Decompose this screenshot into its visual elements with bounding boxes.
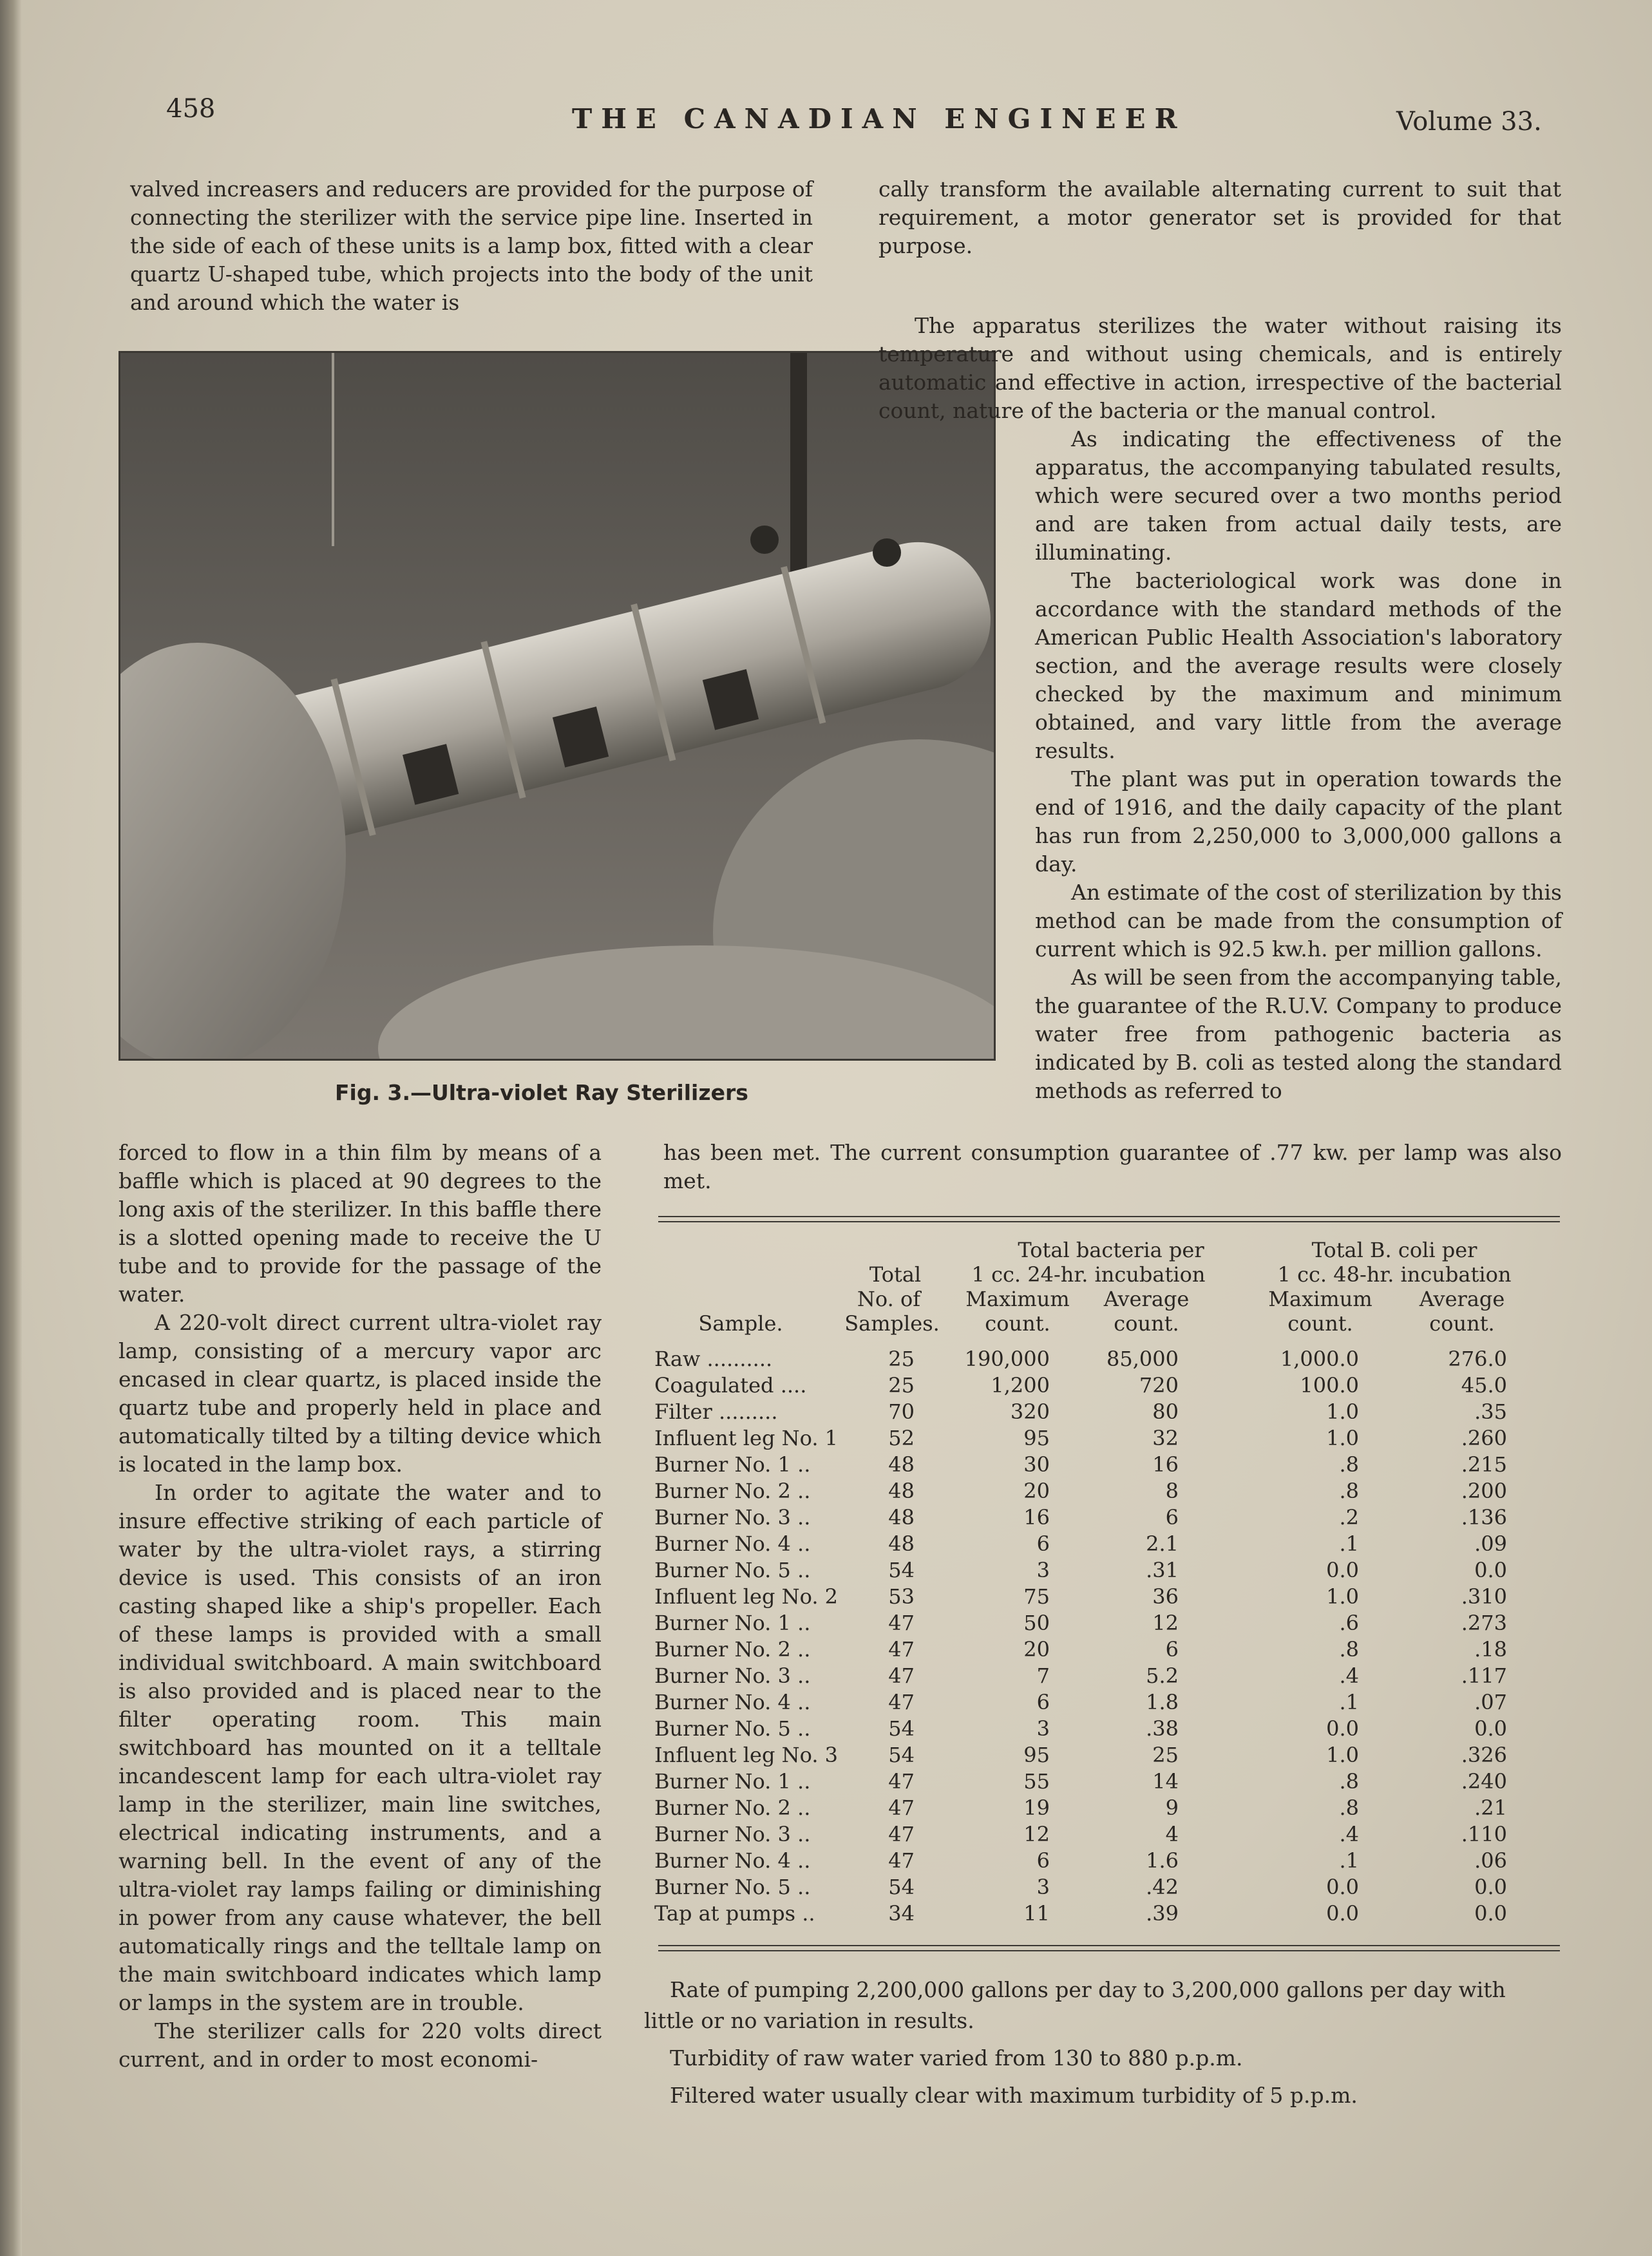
table-cell: .06 xyxy=(1474,1848,1507,1873)
table-cell: 100.0 xyxy=(1300,1373,1359,1398)
table-bottom-rule-2 xyxy=(658,1950,1560,1951)
table-row-label: Burner No. 2 .. xyxy=(654,1637,811,1662)
table-cell: .260 xyxy=(1461,1426,1507,1450)
table-cell: 190,000 xyxy=(964,1347,1050,1371)
table-cell: .42 xyxy=(1146,1875,1179,1899)
table-cell: 95 xyxy=(1023,1426,1050,1450)
table-cell: .1 xyxy=(1339,1690,1359,1714)
table-cell: 3 xyxy=(1036,1558,1050,1582)
table-row-label: Influent leg No. 1 xyxy=(654,1426,839,1450)
sterilizer-photo xyxy=(119,351,996,1061)
col-total-3: Samples. xyxy=(844,1311,940,1336)
table-cell: .21 xyxy=(1474,1796,1507,1820)
note-raw-turbidity: Turbidity of raw water varied from 130 to 880 p.p.m. xyxy=(670,2045,1243,2071)
table-cell: 0.0 xyxy=(1474,1716,1507,1741)
table-row-label: Burner No. 3 .. xyxy=(654,1505,811,1530)
col-max-2-count: count. xyxy=(1287,1311,1353,1336)
table-cell: 30 xyxy=(1023,1452,1050,1477)
table-cell: 1.0 xyxy=(1326,1743,1359,1767)
table-cell: .35 xyxy=(1474,1399,1507,1424)
table-cell: 25 xyxy=(1152,1743,1179,1767)
right-paragraph-2: As indicating the effectiveness of the apparatus, the accompanying tabulated results, which were secured over a two months period and are taken from actual daily tests, are illuminating. xyxy=(1035,426,1562,565)
page-number: 458 xyxy=(166,94,216,124)
table-cell: 70 xyxy=(888,1399,915,1424)
right-paragraph-4: The plant was put in operation towards the end of 1916, and the daily capacity of the plant has run from 2,250,000 to 3,000,000 gallons a day. xyxy=(1035,766,1562,877)
table-cell: .117 xyxy=(1461,1664,1507,1688)
table-cell: 47 xyxy=(888,1611,915,1635)
group2-header: Total B. coli per xyxy=(1311,1238,1477,1262)
table-row-label: Burner No. 1 .. xyxy=(654,1452,811,1477)
table-cell: 48 xyxy=(888,1479,915,1503)
binding-edge xyxy=(0,0,22,2256)
table-cell: 16 xyxy=(1152,1452,1179,1477)
table-cell: .6 xyxy=(1339,1611,1359,1635)
table-cell: 25 xyxy=(888,1347,915,1371)
table-cell: 3 xyxy=(1036,1875,1050,1899)
table-cell: .273 xyxy=(1461,1611,1507,1635)
col-avg-2: Average xyxy=(1419,1287,1505,1311)
table-cell: 54 xyxy=(888,1716,915,1741)
table-cell: .136 xyxy=(1461,1505,1507,1530)
table-cell: .240 xyxy=(1461,1769,1507,1794)
table-cell: 20 xyxy=(1023,1637,1050,1662)
col-avg-1-count: count. xyxy=(1114,1311,1179,1336)
left-paragraph-2: A 220-volt direct current ultra-violet ray lamp, consisting of a mercury vapor arc encased in clear quartz, is placed inside the quartz tube and properly held in place and automatically tilted by a tilting device which is located in the lamp box. xyxy=(119,1310,602,1477)
table-cell: 1.6 xyxy=(1146,1848,1179,1873)
table-cell: 1.8 xyxy=(1146,1690,1179,1714)
table-cell: 54 xyxy=(888,1558,915,1582)
volume-label: Volume 33. xyxy=(1396,107,1542,137)
table-row-label: Burner No. 5 .. xyxy=(654,1875,811,1899)
table-cell: 6 xyxy=(1165,1505,1179,1530)
table-bottom-rule xyxy=(658,1945,1560,1946)
table-row-label: Tap at pumps .. xyxy=(654,1901,815,1926)
table-cell: .8 xyxy=(1339,1796,1359,1820)
col-avg-2-count: count. xyxy=(1429,1311,1495,1336)
table-cell: 47 xyxy=(888,1637,915,1662)
table-row-label: Burner No. 3 .. xyxy=(654,1822,811,1846)
table-cell: 0.0 xyxy=(1326,1901,1359,1926)
table-cell: 6 xyxy=(1036,1848,1050,1873)
table-row-label: Influent leg No. 2 xyxy=(654,1584,839,1609)
right-paragraph-3: The bacteriological work was done in accordance with the standard methods of the American Public Health Association's laboratory section, and the average results were closely checked by the maximum and minimum obtained, and vary little from the average results. xyxy=(1035,568,1562,763)
table-row-label: Burner No. 1 .. xyxy=(654,1769,811,1794)
table-cell: .07 xyxy=(1474,1690,1507,1714)
table-cell: 11 xyxy=(1023,1901,1050,1926)
table-cell: .39 xyxy=(1146,1901,1179,1926)
table-row-label: Burner No. 4 .. xyxy=(654,1531,811,1556)
table-cell: 276.0 xyxy=(1448,1347,1507,1371)
table-row-label: Burner No. 4 .. xyxy=(654,1690,811,1714)
table-cell: 0.0 xyxy=(1326,1875,1359,1899)
table-cell: .110 xyxy=(1461,1822,1507,1846)
table-cell: .09 xyxy=(1474,1531,1507,1556)
table-cell: 2.1 xyxy=(1146,1531,1179,1556)
table-cell: 0.0 xyxy=(1474,1558,1507,1582)
table-cell: 1.0 xyxy=(1326,1584,1359,1609)
mid-text: has been met. The current consumption guarantee of .77 kw. per lamp was also met. xyxy=(663,1140,1562,1193)
table-cell: 3 xyxy=(1036,1716,1050,1741)
table-row-label: Burner No. 2 .. xyxy=(654,1479,811,1503)
table-cell: 0.0 xyxy=(1474,1875,1507,1899)
left-column xyxy=(119,1139,602,2074)
table-cell: 8 xyxy=(1165,1479,1179,1503)
table-cell: 47 xyxy=(888,1769,915,1794)
note-pumping-rate: Rate of pumping 2,200,000 gallons per day to 3,200,000 gallons per day with little or no variation in results. xyxy=(644,1977,1506,2033)
table-cell: 6 xyxy=(1036,1690,1050,1714)
table-cell: 1.0 xyxy=(1326,1426,1359,1450)
table-cell: .1 xyxy=(1339,1848,1359,1873)
table-cell: 16 xyxy=(1023,1505,1050,1530)
table-cell: 47 xyxy=(888,1796,915,1820)
table-cell: 34 xyxy=(888,1901,915,1926)
top-right-text: cally transform the available alternating current to suit that requirement, a motor generator set is provided for that purpose. xyxy=(878,176,1561,258)
table-cell: 25 xyxy=(888,1373,915,1398)
table-cell: .2 xyxy=(1339,1505,1359,1530)
group1-header: Total bacteria per xyxy=(1018,1238,1204,1262)
left-paragraph-1: forced to flow in a thin film by means of a baffle which is placed at 90 degrees to the long axis of the sterilizer. In this baffle there is a slotted opening made to receive the U tube and to provide for the passage of the water. xyxy=(119,1140,602,1307)
top-left-text: valved increasers and reducers are provided for the purpose of connecting the sterilizer with the service pipe line. Inserted in the side of each of these units is a lamp box, fitted with a clear quartz U-shaped tube, which projects into the body of the unit and around which the water is xyxy=(130,176,813,315)
table-cell: 9 xyxy=(1165,1796,1179,1820)
table-row-label: Filter ......... xyxy=(654,1399,778,1424)
col-total-2: No. of xyxy=(857,1287,921,1311)
table-cell: .8 xyxy=(1339,1637,1359,1662)
table-cell: 19 xyxy=(1023,1796,1050,1820)
table-cell: .200 xyxy=(1461,1479,1507,1503)
table-cell: 12 xyxy=(1152,1611,1179,1635)
right-paragraph-6: As will be seen from the accompanying table, the guarantee of the R.U.V. Company to produce water free from pathogenic bacteria as indicated by B. coli as tested along the standard methods as referred to xyxy=(1035,965,1562,1103)
table-cell: 48 xyxy=(888,1505,915,1530)
table-cell: 47 xyxy=(888,1822,915,1846)
journal-title: THE CANADIAN ENGINEER xyxy=(572,103,1186,135)
table-cell: .38 xyxy=(1146,1716,1179,1741)
table-cell: 0.0 xyxy=(1326,1716,1359,1741)
table-cell: .8 xyxy=(1339,1769,1359,1794)
table-cell: .18 xyxy=(1474,1637,1507,1662)
right-paragraph-5: An estimate of the cost of sterilization by this method can be made from the consumption of current which is 92.5 kw.h. per million gallons. xyxy=(1035,880,1562,962)
table-cell: 55 xyxy=(1023,1769,1050,1794)
table-row-label: Burner No. 1 .. xyxy=(654,1611,811,1635)
table-cell: .31 xyxy=(1146,1558,1179,1582)
table-cell: 5.2 xyxy=(1146,1664,1179,1688)
table-cell: .4 xyxy=(1339,1822,1359,1846)
table-cell: 0.0 xyxy=(1326,1558,1359,1582)
right-column xyxy=(878,312,1562,1105)
sterilizer-illustration xyxy=(120,353,994,1059)
left-paragraph-4: The sterilizer calls for 220 volts direct current, and in order to most economi- xyxy=(119,2018,602,2072)
table-cell: 47 xyxy=(888,1690,915,1714)
table-cell: .8 xyxy=(1339,1479,1359,1503)
table-cell: 47 xyxy=(888,1664,915,1688)
right-paragraph-1: The apparatus sterilizes the water without raising its temperature and without using chemicals, and is entirely automatic and effective in action, irrespective of the bacterial count, nature of the bacteria or the manual control. xyxy=(878,313,1562,423)
table-cell: 14 xyxy=(1152,1769,1179,1794)
table-cell: 7 xyxy=(1036,1664,1050,1688)
table-cell: 54 xyxy=(888,1875,915,1899)
table-cell: 6 xyxy=(1036,1531,1050,1556)
table-cell: 75 xyxy=(1023,1584,1050,1609)
col-sample: Sample. xyxy=(698,1311,783,1336)
table-cell: 12 xyxy=(1023,1822,1050,1846)
table-cell: 320 xyxy=(1010,1399,1050,1424)
table-cell: 1,000.0 xyxy=(1280,1347,1359,1371)
table-cell: 32 xyxy=(1152,1426,1179,1450)
table-row-label: Burner No. 4 .. xyxy=(654,1848,811,1873)
table-cell: 6 xyxy=(1165,1637,1179,1662)
table-row-label: Burner No. 5 .. xyxy=(654,1716,811,1741)
table-row-label: Burner No. 2 .. xyxy=(654,1796,811,1820)
table-cell: 48 xyxy=(888,1452,915,1477)
table-cell: 0.0 xyxy=(1474,1901,1507,1926)
table-top-rule-2 xyxy=(658,1221,1560,1222)
table-cell: 47 xyxy=(888,1848,915,1873)
table-cell: 85,000 xyxy=(1106,1347,1179,1371)
col-max-1-count: count. xyxy=(985,1311,1050,1336)
table-cell: 1.0 xyxy=(1326,1399,1359,1424)
col-avg-1: Average xyxy=(1103,1287,1190,1311)
table-cell: .4 xyxy=(1339,1664,1359,1688)
table-cell: 1,200 xyxy=(991,1373,1050,1398)
col-max-1: Maximum xyxy=(965,1287,1070,1311)
left-paragraph-3: In order to agitate the water and to insure effective striking of each particle of water by the ultra-violet rays, a stirring device is used. This consists of an iron casting shaped like a ship's propeller. Each of these lamps is provided with a small individual switchboard. A main switchboard is also provided and is placed near to the filter operating room. This main switchboard has mounted on it a telltale incandescent lamp for each ultra-violet ray lamp in the sterilizer, main line switches, electrical indicating instruments, and a warning bell. In the event of any of the ultra-violet ray lamps failing or diminishing in power from any cause whatever, the bell automatically rings and the telltale lamp on the main switchboard indicates which lamp or lamps in the system are in trouble. xyxy=(119,1480,602,2015)
table-row-label: Coagulated .... xyxy=(654,1373,807,1398)
table-cell: .310 xyxy=(1461,1584,1507,1609)
table-cell: 48 xyxy=(888,1531,915,1556)
table-row-label: Burner No. 5 .. xyxy=(654,1558,811,1582)
note-filtered-turbidity: Filtered water usually clear with maximum turbidity of 5 p.p.m. xyxy=(670,2083,1358,2108)
table-cell: 45.0 xyxy=(1461,1373,1507,1398)
table-cell: 54 xyxy=(888,1743,915,1767)
table-top-rule xyxy=(658,1216,1560,1217)
group1-subheader: 1 cc. 24-hr. incubation xyxy=(971,1262,1206,1287)
table-row-label: Burner No. 3 .. xyxy=(654,1664,811,1688)
table-cell: 95 xyxy=(1023,1743,1050,1767)
table-cell: .215 xyxy=(1461,1452,1507,1477)
table-cell: 80 xyxy=(1152,1399,1179,1424)
table-cell: .1 xyxy=(1339,1531,1359,1556)
table-cell: 52 xyxy=(888,1426,915,1450)
table-cell: 20 xyxy=(1023,1479,1050,1503)
table-cell: 53 xyxy=(888,1584,915,1609)
table-cell: 36 xyxy=(1152,1584,1179,1609)
table-cell: 4 xyxy=(1165,1822,1179,1846)
col-max-2: Maximum xyxy=(1268,1287,1372,1311)
table-cell: .8 xyxy=(1339,1452,1359,1477)
table-row-label: Influent leg No. 3 xyxy=(654,1743,839,1767)
table-notes xyxy=(644,1975,1559,2118)
col-total-1: Total xyxy=(869,1262,922,1287)
figure-caption: Fig. 3.—Ultra-violet Ray Sterilizers xyxy=(335,1080,748,1105)
table-cell: 720 xyxy=(1139,1373,1179,1398)
table-row-label: Raw .......... xyxy=(654,1347,773,1371)
group2-subheader: 1 cc. 48-hr. incubation xyxy=(1277,1262,1512,1287)
table-cell: .326 xyxy=(1461,1743,1507,1767)
table-cell: 50 xyxy=(1023,1611,1050,1635)
